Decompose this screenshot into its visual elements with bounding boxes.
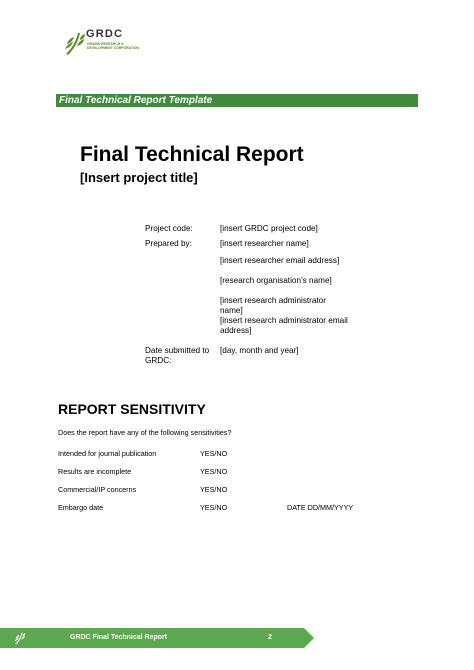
page-number: 2 (268, 634, 272, 641)
project-code-field[interactable]: [insert GRDC project code] (220, 224, 318, 233)
project-title-placeholder[interactable]: [Insert project title] (80, 170, 198, 185)
footer-text: GRDC Final Technical Report (70, 634, 168, 641)
wheat-icon (14, 631, 26, 645)
sensitivity-label-commercial: Commercial/IP concerns (58, 485, 137, 494)
sensitivity-label-journal: Intended for journal publication (58, 449, 157, 458)
template-banner (56, 94, 418, 107)
date-submitted-field[interactable]: [day, month and year] (220, 346, 299, 355)
sensitivity-value-commercial[interactable]: YES/NO (200, 485, 228, 494)
admin-email-field[interactable]: [insert research administrator email address] (220, 316, 348, 335)
admin-name-field[interactable]: [insert research administrator name] (220, 296, 327, 315)
prepared-by-label: Prepared by: (145, 239, 192, 248)
embargo-date-field[interactable]: DATE DD/MM/YYYY (287, 503, 354, 512)
date-submitted-label: Date submitted to GRDC: (145, 346, 210, 365)
researcher-email-field[interactable]: [insert researcher email address] (220, 256, 340, 265)
sensitivity-question: Does the report have any of the following sensitivities? (58, 428, 232, 437)
research-org-field[interactable]: [research organisation’s name] (220, 276, 332, 285)
sensitivity-value-incomplete[interactable]: YES/NO (200, 467, 228, 476)
sensitivity-heading: REPORT SENSITIVITY (58, 401, 206, 417)
page-title: Final Technical Report (80, 143, 304, 166)
page-footer (0, 628, 474, 648)
sensitivity-value-journal[interactable]: YES/NO (200, 449, 228, 458)
project-code-label: Project code: (145, 224, 193, 233)
banner-text: Final Technical Report Template (59, 95, 213, 106)
sensitivity-label-embargo: Embargo date (58, 503, 104, 512)
sensitivity-value-embargo[interactable]: YES/NO (200, 503, 228, 512)
sensitivity-label-incomplete: Results are incomplete (58, 467, 132, 476)
grdc-logo (64, 28, 144, 60)
logo-name: GRDC (86, 28, 124, 40)
wheat-icon (64, 30, 86, 56)
logo-subtitle: GRAINS RESEARCH & DEVELOPMENT CORPORATION (87, 42, 139, 50)
researcher-name-field[interactable]: [insert researcher name] (220, 239, 309, 248)
